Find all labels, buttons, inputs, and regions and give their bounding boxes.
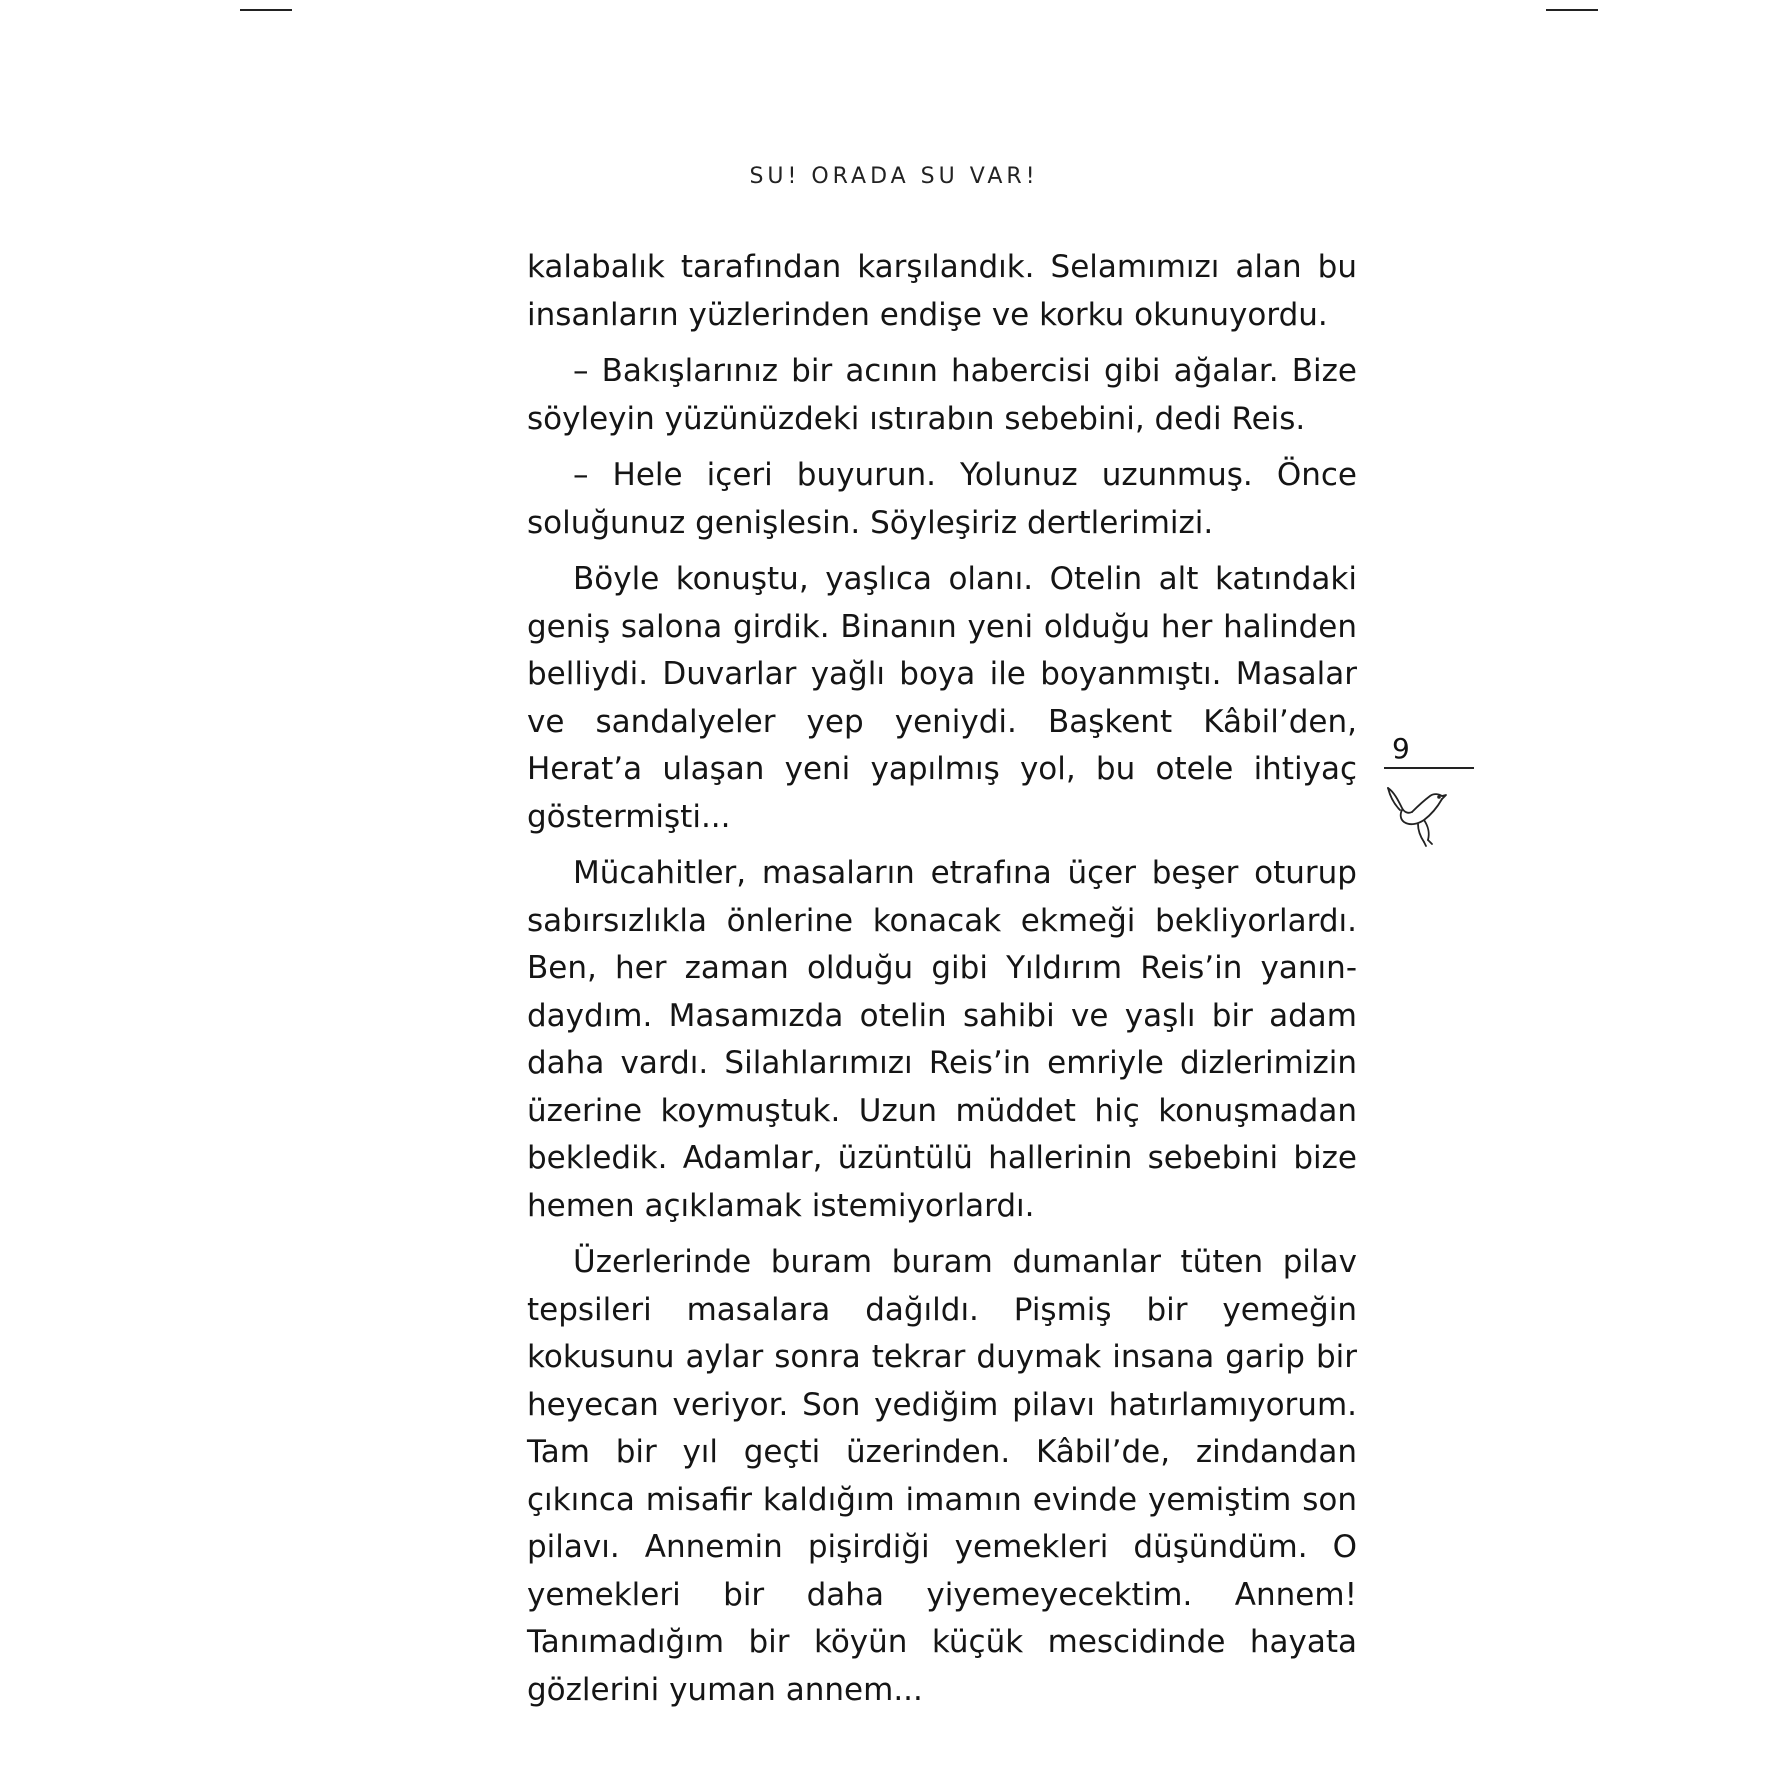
paragraph: kalabalık tarafından karşılandık. Selamımızı alan bu insanların yüzlerinden endişe ve korku okunuyordu. [527,249,1357,333]
paragraph: – Hele içeri buyurun. Yolunuz uzunmuş. Önce soluğunuz genişlesin. Söyleşiriz dertlerimizi. [527,457,1357,541]
page-number-rule [1384,767,1474,769]
paragraph: – Bakışlarınız bir acının habercisi gibi ağalar. Bize söyleyin yüzünüzdeki ıstırabın sebebini, dedi Reis. [527,353,1357,437]
paragraph: Üzerlerinde buram buram dumanlar tüten pilav tepsileri masalara dağıldı. Pişmiş bir yemeğin kokusunu aylar sonra tekrar duymak insana garip bir heyecan veriyor. Son yediğim pilavı hatırlamıyorum. Tam bir yıl geçti üzerinden. Kâbil’de, zindandan çıkınca misafir kaldığım imamın evinde yemiştim son pilavı. Annemin pişirdiği yemekleri düşündüm. O yemekleri bir daha yiyemeyecektim. Annem! Tanımadığım bir köyün küçük mescidinde hayata gözlerini yuman annem... [527,1244,1357,1708]
running-title: SU! ORADA SU VAR! [749,164,1039,189]
paragraph: Böyle konuştu, yaşlıca olanı. Otelin alt katındaki geniş salona girdik. Binanın yeni olduğu her halinden belliydi. Duvarlar yağlı boya ile boyanmıştı. Masalar ve sandalyeler yep yeniydi. Başkent Kâbil’den, Herat’a ulaşan yeni yapılmış yol, bu otele ihtiyaç göstermişti... [527,561,1357,835]
paragraph: Mücahitler, masaların etrafına üçer beşer oturup sabırsızlıkla önlerine konacak ekmeği bekliyorlardı. Ben, her zaman olduğu gibi Yıldırım Reis’in yanındaydım. Masamızda otelin sahibi ve yaşlı bir adam daha vardı. Silahlarımızı Reis’in emriyle dizlerimizin üzerine koymuştuk. Uzun müddet hiç konuşmadan bekledik. Adamlar, üzüntülü hallerinin sebebini bize hemen açıklamak istemiyorlardı. [527,855,1357,1224]
page-number: 9 [1392,732,1410,765]
crop-mark-right [1546,9,1598,11]
body-text [527,244,1357,1723]
crop-mark-left [240,9,292,11]
dove-icon [1384,782,1450,848]
